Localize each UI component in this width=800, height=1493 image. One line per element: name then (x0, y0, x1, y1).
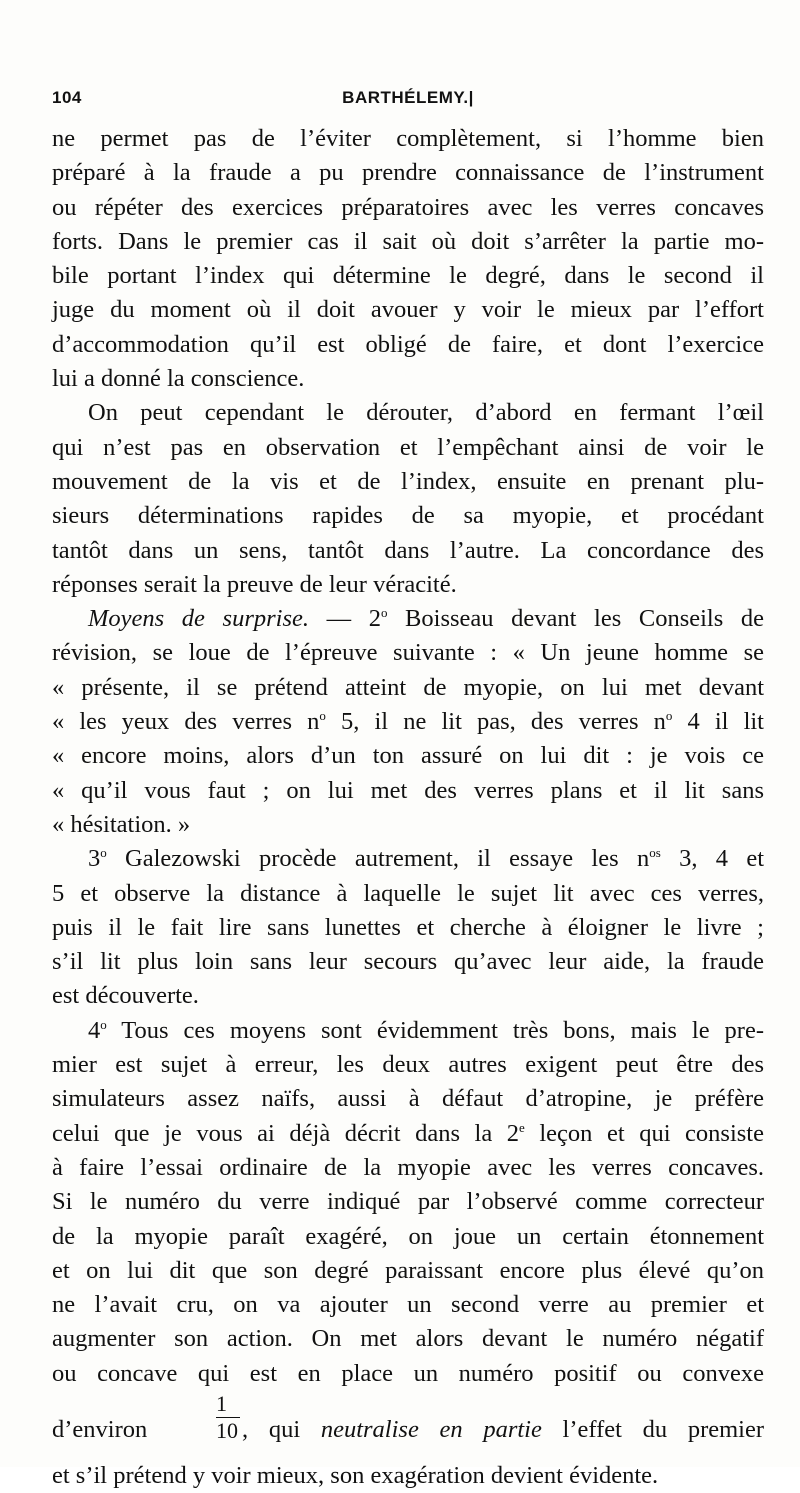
text-line: et on lui dit que son degré paraissant encore plus élevé qu’on (52, 1256, 764, 1284)
text-line: 3$^o$ Galezowski procède autrement, il essaye les $n^{os}$ 3, 4 et (88, 845, 764, 873)
text-line: réponses serait la preuve de leur véracité. (52, 570, 457, 598)
text-line: révision, se loue de l’épreuve suivante : « Un jeune homme se (52, 639, 764, 667)
text-line: préparé à la fraude a pu prendre connaissance de l’instrument (52, 159, 764, 187)
text-line: ou concave qui est en place un numéro positif ou convexe (52, 1359, 764, 1387)
text-line: juge du moment où il doit avouer y voir le mieux par l’effort (52, 296, 764, 324)
text-line: tantôt dans un sens, tantôt dans l’autre. La concordance des (52, 536, 764, 564)
text-line: Moyens de surprise. — 2$^o$ Boisseau devant les Conseils de (88, 605, 765, 633)
fraction (216, 1391, 240, 1444)
text-line: et s’il prétend y voir mieux, son exagération devient évidente. (52, 1461, 659, 1489)
text-line: ou répéter des exercices préparatoires avec les verres concaves (52, 193, 764, 221)
text-line: mier est sujet à erreur, les deux autres exigent peut être des (52, 1051, 764, 1079)
text-line: Si le numéro du verre indiqué par l’observé comme correcteur (52, 1188, 764, 1216)
running-title: BARTHÉLEMY.| (342, 88, 474, 107)
text-line: ne l’avait cru, on va ajouter un second verre au premier et (52, 1291, 764, 1319)
text-line: « présente, il se prétend atteint de myopie, on lui met devant (52, 673, 764, 701)
text-line: bile portant l’index qui détermine le degré, dans le second il (52, 262, 764, 290)
text-line: 5 et observe la distance à laquelle le sujet lit avec ces verres, (52, 879, 764, 907)
section-heading: Moyens de surprise. (88, 605, 309, 633)
text-line: simulateurs assez naïfs, aussi à défaut d’atropine, je préfère (52, 1085, 764, 1113)
text-line: qui n’est pas en observation et l’empêchant ainsi de voir le (52, 433, 764, 461)
text-line: lui a donné la conscience. (52, 365, 305, 393)
text-line: est découverte. (52, 982, 199, 1010)
text-line: « qu’il vous faut ; on lui met des verres plans et il lit sans (52, 776, 764, 804)
text-line: « les yeux des verres $n^o$ 5, il ne lit pas, des verres $n^o$ 4 il lit (52, 708, 764, 736)
text-line: sieurs déterminations rapides de sa myopie, et procédant (52, 502, 764, 530)
text-line: « hésitation. » (52, 810, 191, 838)
text-line: de la myopie paraît exagéré, on joue un certain étonnement (52, 1222, 764, 1250)
text-line: d’accommodation qu’il est obligé de faire, et dont l’exercice (52, 330, 764, 358)
text-line: celui que je vous ai déjà décrit dans la 2e leçon et qui consiste (52, 1119, 764, 1147)
text-line: puis il le fait lire sans lunettes et cherche à éloigner le livre ; (52, 913, 764, 941)
text-line: « encore moins, alors d’un ton assuré on lui dit : je vois ce (52, 742, 764, 770)
fraction-numerator: 1 (216, 1391, 240, 1418)
text-line: s’il lit plus loin sans leur secours qu’avec leur aide, la fraude (52, 948, 764, 976)
fraction-denominator: 10 (216, 1417, 238, 1443)
text-line: ne permet pas de l’éviter complètement, si l’homme bien (52, 125, 764, 152)
running-head (52, 88, 764, 114)
text-line: On peut cependant le dérouter, d’abord en fermant l’œil (88, 399, 764, 427)
body-text (52, 122, 764, 1493)
text-line: à faire l’essai ordinaire de la myopie avec les verres concaves. (52, 1153, 764, 1181)
page-number: 104 (52, 88, 82, 107)
text-line: 4$^o$ Tous ces moyens sont évidemment très bons, mais le pre- (88, 1016, 764, 1044)
text-line: forts. Dans le premier cas il sait où doit s’arrêter la partie mo- (52, 227, 764, 255)
text-line-with-fraction: d’environ $\frac{1}{10}$ , qui neutralise en partie l’effet du premier (52, 1390, 765, 1443)
text-line: mouvement de la vis et de l’index, ensuite en prenant plu- (52, 467, 764, 495)
text-line: augmenter son action. On met alors devant le numéro négatif (52, 1325, 764, 1353)
